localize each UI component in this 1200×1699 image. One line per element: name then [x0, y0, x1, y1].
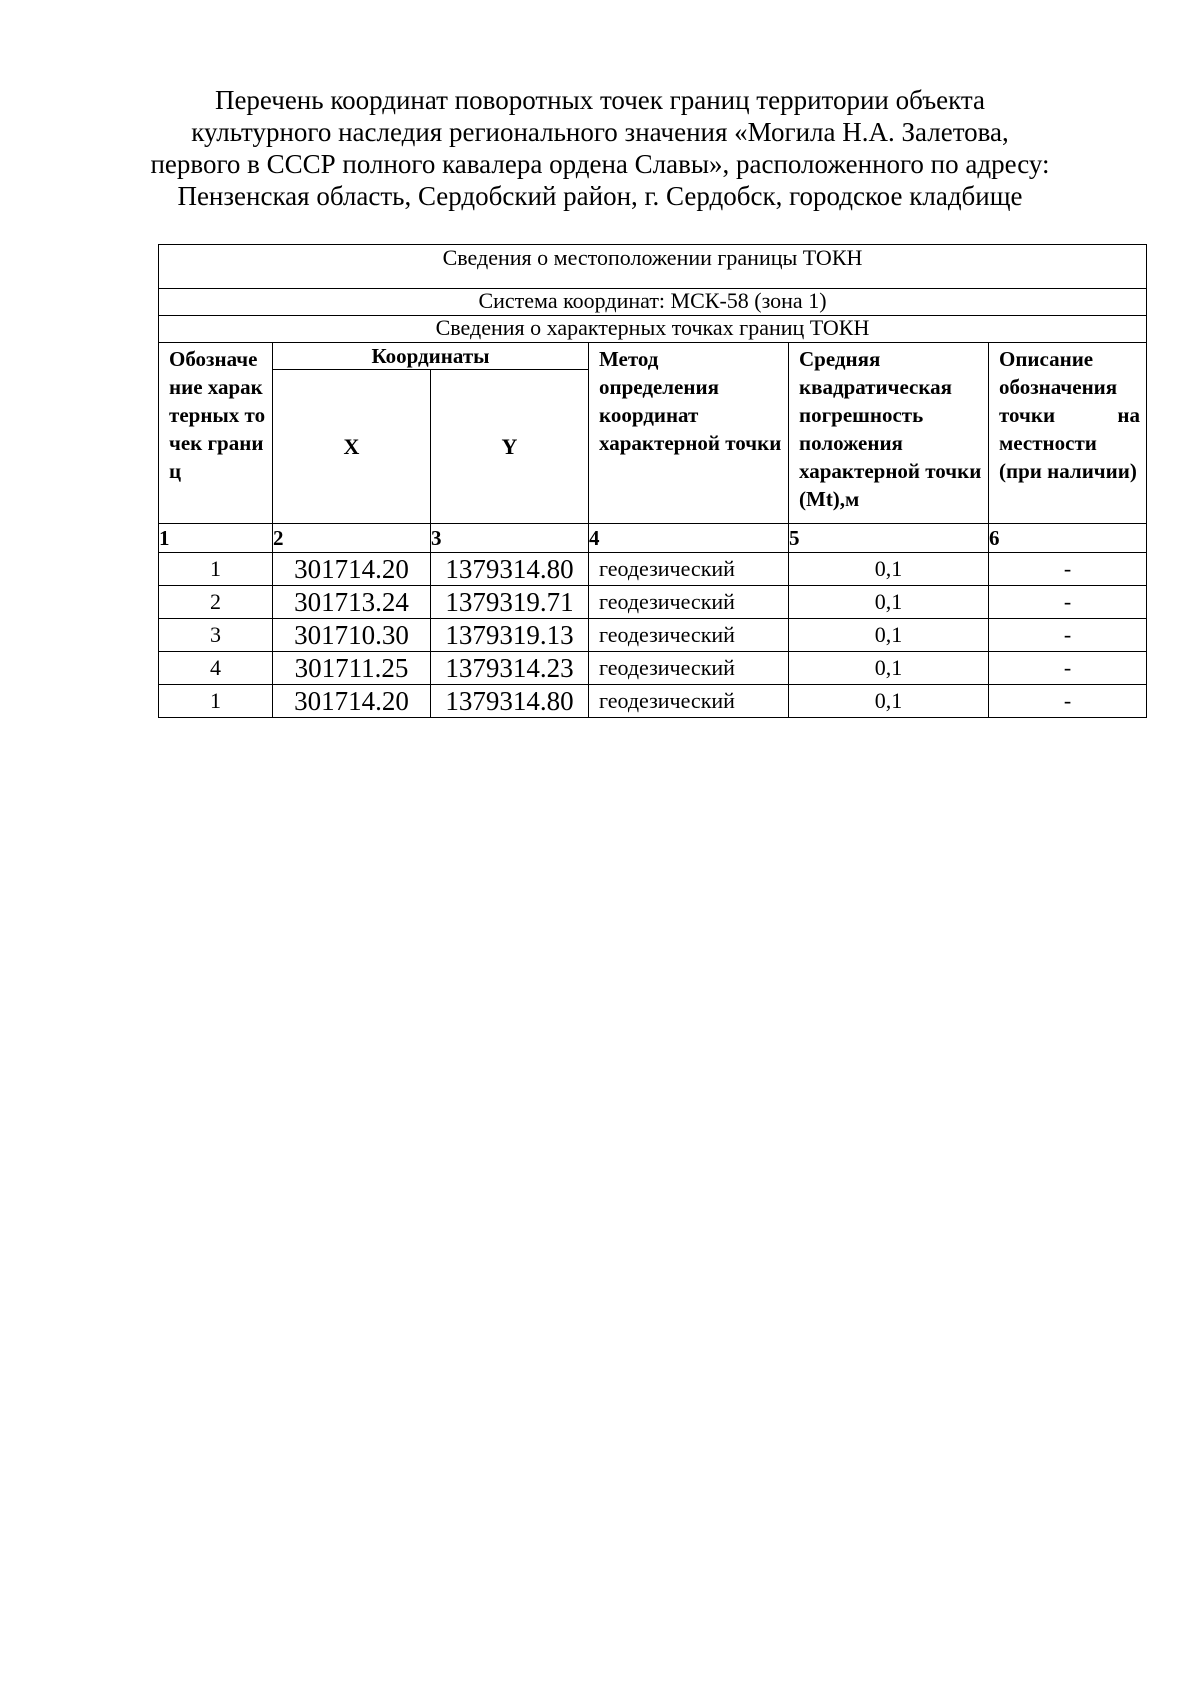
method: геодезический	[589, 586, 789, 619]
document-title	[0, 84, 1200, 212]
description: -	[989, 685, 1147, 718]
header-method: Метод определения координат характерной точки	[589, 343, 789, 524]
method: геодезический	[589, 652, 789, 685]
coord-y: 1379314.80	[431, 685, 589, 718]
table-row	[159, 619, 1147, 652]
title-line: Пензенская область, Сердобский район, г. Сердобск, городское кладбище	[177, 181, 1023, 211]
coordinate-system: Система координат: МСК-58 (зона 1)	[159, 289, 1147, 316]
table-row	[159, 685, 1147, 718]
description: -	[989, 586, 1147, 619]
point-number: 1	[159, 685, 273, 718]
error: 0,1	[789, 652, 989, 685]
method: геодезический	[589, 619, 789, 652]
title-line: культурного наследия регионального значения «Могила Н.А. Залетова,	[191, 117, 1009, 147]
title-line: Перечень координат поворотных точек границ территории объекта	[214, 85, 986, 115]
column-number: 3	[431, 524, 589, 553]
coord-y: 1379314.80	[431, 553, 589, 586]
coord-x: 301710.30	[273, 619, 431, 652]
header-error: Средняя квадратическая погрешность положения характерной точки (Mt),м	[789, 343, 989, 524]
coord-x: 301714.20	[273, 553, 431, 586]
table-row	[159, 652, 1147, 685]
coord-y: 1379314.23	[431, 652, 589, 685]
header-description: Описание обозначения точки на местности (при наличии)	[989, 343, 1147, 524]
point-number: 4	[159, 652, 273, 685]
point-number: 3	[159, 619, 273, 652]
column-numbers-row	[159, 524, 1147, 553]
coord-y: 1379319.13	[431, 619, 589, 652]
points-title: Сведения о характерных точках границ ТОКН	[159, 316, 1147, 343]
point-number: 2	[159, 586, 273, 619]
coord-x: 301714.20	[273, 685, 431, 718]
column-number: 5	[789, 524, 989, 553]
header-coordinates: Координаты	[273, 343, 589, 370]
coord-y: 1379319.71	[431, 586, 589, 619]
description: -	[989, 619, 1147, 652]
error: 0,1	[789, 685, 989, 718]
error: 0,1	[789, 619, 989, 652]
method: геодезический	[589, 553, 789, 586]
description: -	[989, 553, 1147, 586]
coord-x: 301711.25	[273, 652, 431, 685]
coord-x: 301713.24	[273, 586, 431, 619]
header-designation: Обозначение характерных точек границ	[159, 343, 273, 524]
error: 0,1	[789, 586, 989, 619]
point-number: 1	[159, 553, 273, 586]
method: геодезический	[589, 685, 789, 718]
section-title: Сведения о местоположении границы ТОКН	[159, 245, 1147, 289]
error: 0,1	[789, 553, 989, 586]
table-row	[159, 586, 1147, 619]
boundary-points-table	[158, 244, 1147, 718]
title-line: первого в СССР полного кавалера ордена Славы», расположенного по адресу:	[150, 149, 1050, 179]
column-number: 4	[589, 524, 789, 553]
column-number: 2	[273, 524, 431, 553]
column-number: 1	[159, 524, 273, 553]
header-x: X	[273, 370, 431, 524]
header-y: Y	[431, 370, 589, 524]
table-row	[159, 553, 1147, 586]
description: -	[989, 652, 1147, 685]
column-number: 6	[989, 524, 1147, 553]
